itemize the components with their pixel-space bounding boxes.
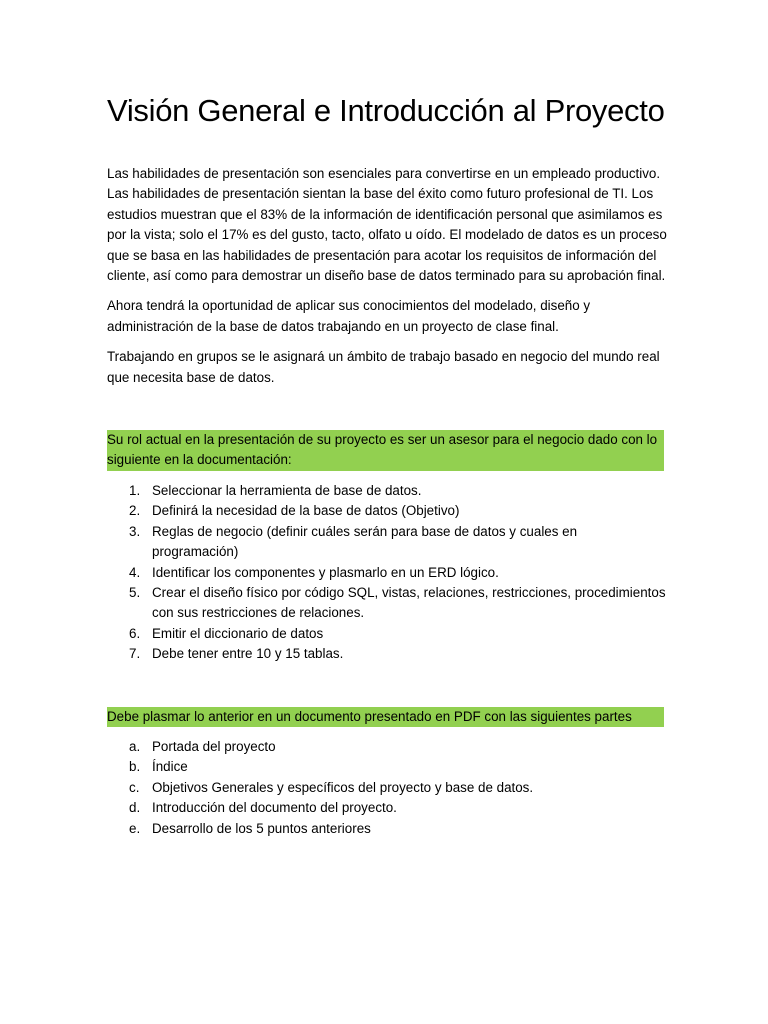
groups-paragraph: Trabajando en grupos se le asignará un ámbito de trabajo basado en negocio del mundo real que necesita base de datos. xyxy=(107,349,660,385)
list-marker: 3. xyxy=(129,523,141,539)
role-list xyxy=(107,481,667,665)
list-item-text: Definirá la necesidad de la base de datos (Objetivo) xyxy=(152,503,460,519)
list-item xyxy=(107,737,667,757)
list-item xyxy=(107,624,667,644)
list-marker: 1. xyxy=(129,482,141,498)
list-item xyxy=(107,757,667,777)
list-item xyxy=(107,819,667,839)
list-marker: d. xyxy=(129,800,141,816)
list-item xyxy=(107,481,667,501)
list-marker: 5. xyxy=(129,584,141,600)
list-item xyxy=(107,644,667,664)
list-marker: 4. xyxy=(129,564,141,580)
role-section xyxy=(107,430,667,664)
list-item-text: Objetivos Generales y específicos del proyecto y base de datos. xyxy=(152,779,534,795)
list-item-text: Reglas de negocio (definir cuáles serán para base de datos y cuales en programación) xyxy=(152,523,578,560)
document-body xyxy=(107,164,667,839)
list-item-text: Portada del proyecto xyxy=(152,738,276,754)
pdf-section xyxy=(107,707,667,839)
list-item xyxy=(107,583,667,624)
list-item xyxy=(107,501,667,521)
list-item-text: Debe tener entre 10 y 15 tablas. xyxy=(152,646,344,662)
intro-paragraph: Las habilidades de presentación son esenciales para convertirse en un empleado productivo. Las habilidades de presentación sientan la base del éxito como futuro profesional de TI. Los estudios muestran que el 83% de la información de identificación personal que asimilamos es por la vista; solo el 17% es del gusto, tacto, olfato u oído. El modelado de datos es un proceso que se basa en las habilidades de presentación para acotar los requisitos de información del cliente, así como para demostrar un diseño base de datos terminado para su aprobación final. xyxy=(107,166,667,284)
list-item-text: Seleccionar la herramienta de base de datos. xyxy=(152,482,422,498)
list-item xyxy=(107,522,667,563)
list-item xyxy=(107,798,667,818)
list-item xyxy=(107,563,667,583)
list-marker: 6. xyxy=(129,625,141,641)
list-item-text: Desarrollo de los 5 puntos anteriores xyxy=(152,820,371,836)
list-item-text: Índice xyxy=(152,759,188,775)
list-marker: b. xyxy=(129,759,141,775)
pdf-parts-list xyxy=(107,737,667,839)
pdf-heading: Debe plasmar lo anterior en un documento presentado en PDF con las siguientes partes xyxy=(107,707,664,727)
list-marker: e. xyxy=(129,820,141,836)
page-title: Visión General e Introducción al Proyecto xyxy=(107,93,665,128)
list-item-text: Crear el diseño físico por código SQL, vistas, relaciones, restricciones, procedimientos con sus restricciones de relaciones. xyxy=(152,584,666,621)
list-marker: 7. xyxy=(129,646,141,662)
list-item-text: Introducción del documento del proyecto. xyxy=(152,800,397,816)
list-item xyxy=(107,778,667,798)
list-marker: a. xyxy=(129,738,141,754)
list-item-text: Identificar los componentes y plasmarlo en un ERD lógico. xyxy=(152,564,499,580)
list-marker: c. xyxy=(129,779,140,795)
opportunity-paragraph: Ahora tendrá la oportunidad de aplicar sus conocimientos del modelado, diseño y administración de la base de datos trabajando en un proyecto de clase final. xyxy=(107,298,591,334)
list-item-text: Emitir el diccionario de datos xyxy=(152,625,324,641)
list-marker: 2. xyxy=(129,503,141,519)
document-page xyxy=(107,92,667,839)
role-heading: Su rol actual en la presentación de su proyecto es ser un asesor para el negocio dado con lo siguiente en la documentación: xyxy=(107,430,664,471)
